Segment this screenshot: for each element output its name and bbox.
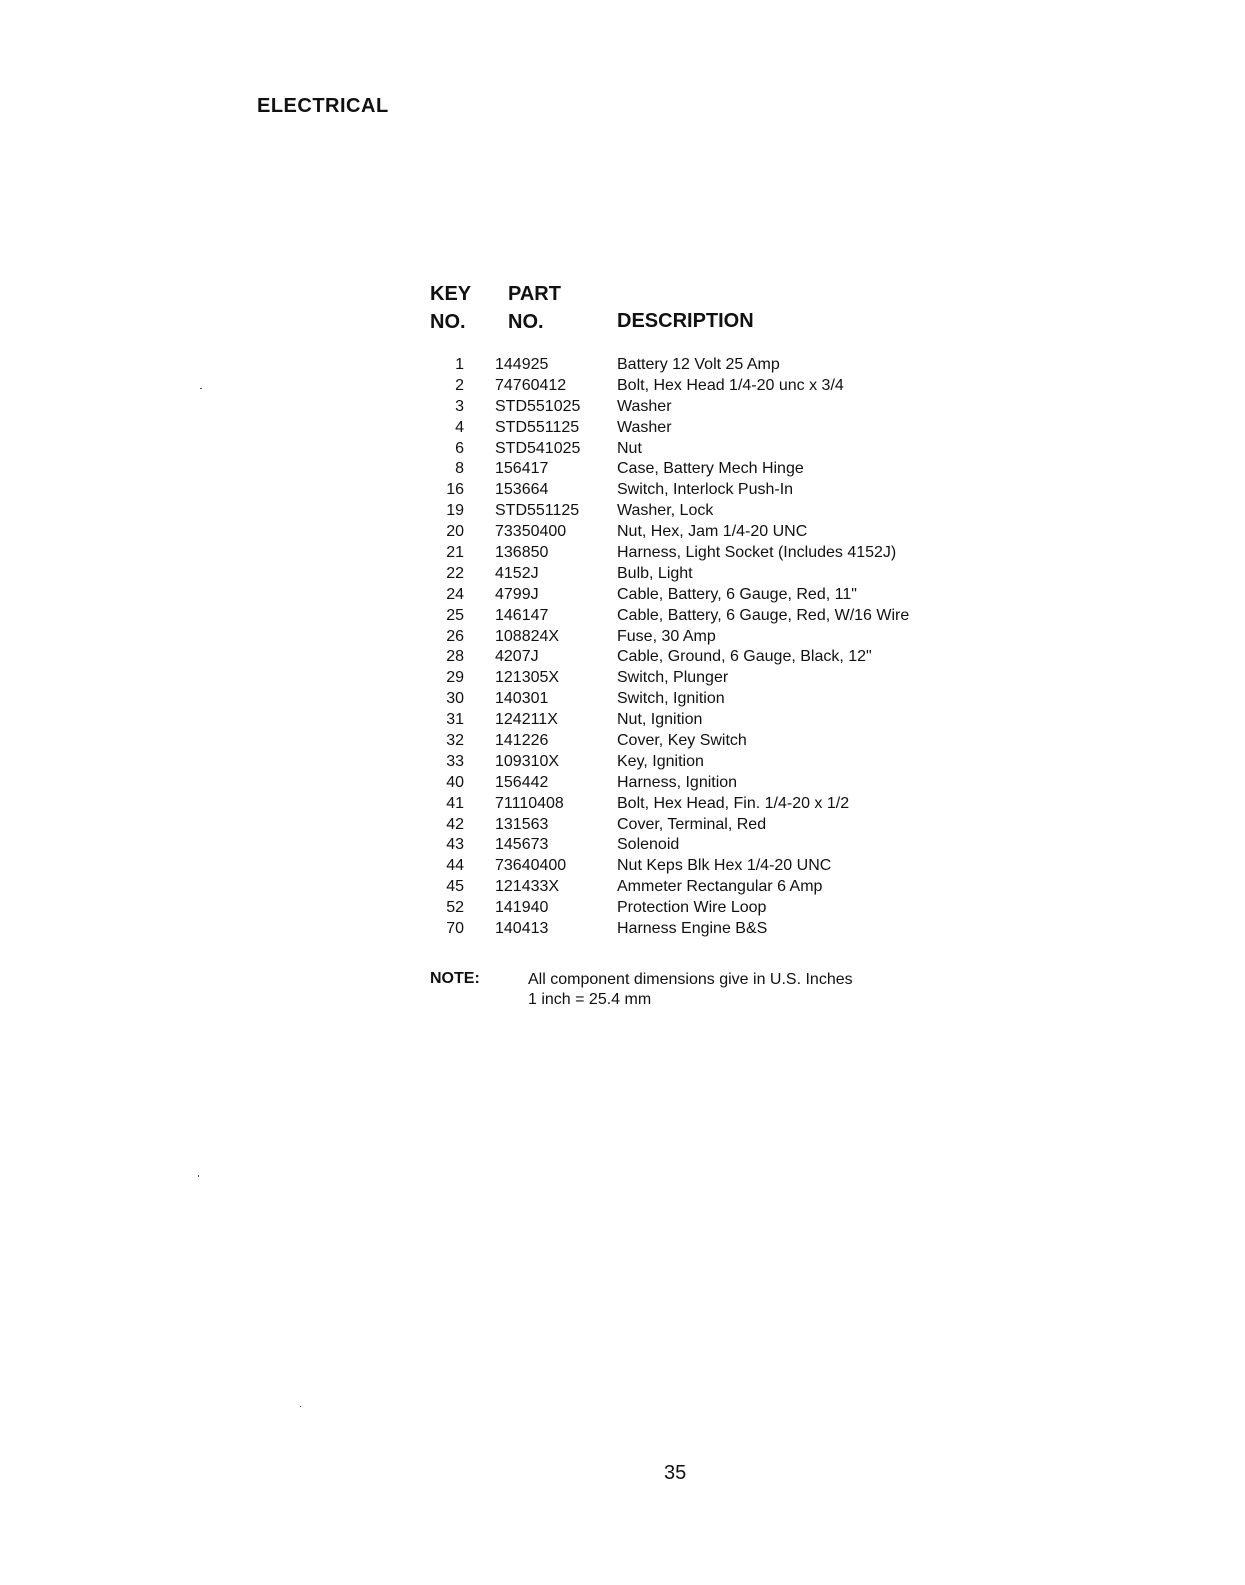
- part-no-cell: 144925: [495, 356, 549, 373]
- table-row: [400, 585, 960, 606]
- part-no-cell: 153664: [495, 481, 549, 499]
- part-no-cell: STD551125: [495, 502, 580, 520]
- table-row: [400, 773, 960, 794]
- table-row: [400, 835, 960, 856]
- scan-speck: [300, 1406, 301, 1407]
- description-cell: Cable, Battery, 6 Gauge, Red, 11": [617, 585, 857, 603]
- description-cell: Harness, Ignition: [617, 773, 738, 791]
- header-description: DESCRIPTION: [617, 310, 754, 332]
- page-number: 35: [664, 1462, 687, 1484]
- description-cell: Bolt, Hex Head, Fin. 1/4-20 x 1/2: [617, 794, 850, 812]
- description-cell: Nut Keps Blk Hex 1/4-20 UNC: [617, 857, 832, 875]
- description-cell: Cable, Ground, 6 Gauge, Black, 12": [617, 648, 872, 666]
- table-row: [400, 543, 960, 564]
- table-row: [400, 919, 960, 940]
- part-no-cell: 124211X: [495, 711, 558, 729]
- table-row: [400, 627, 960, 648]
- part-no-cell: 131563: [495, 815, 549, 833]
- description-cell: Nut: [617, 439, 642, 457]
- table-row: [400, 710, 960, 731]
- part-no-cell: 136850: [495, 544, 549, 562]
- description-cell: Key, Ignition: [617, 752, 704, 770]
- key-no-cell: 41: [446, 794, 464, 812]
- part-no-cell: 141226: [495, 732, 549, 750]
- key-no-cell: 52: [446, 899, 464, 917]
- part-no-cell: 74760412: [495, 376, 567, 394]
- part-no-cell: 71110408: [495, 794, 564, 812]
- key-no-cell: 22: [446, 564, 464, 582]
- part-no-cell: 109310X: [495, 752, 560, 770]
- table-row: [400, 856, 960, 877]
- key-no-cell: 24: [446, 585, 464, 603]
- description-cell: Nut, Ignition: [617, 711, 703, 729]
- key-no-cell: 21: [446, 544, 464, 562]
- key-no-cell: 42: [446, 815, 464, 833]
- table-row: [400, 355, 960, 376]
- key-no-cell: 1: [455, 356, 464, 373]
- table-row: [400, 815, 960, 836]
- note-line1: All component dimensions give in U.S. Inches: [528, 971, 853, 988]
- table-row: [400, 647, 960, 668]
- part-no-cell: 145673: [495, 836, 549, 854]
- part-no-cell: 4152J: [495, 564, 539, 582]
- key-no-cell: 20: [446, 523, 464, 541]
- note-label: NOTE:: [430, 970, 480, 987]
- key-no-cell: 70: [446, 920, 464, 938]
- key-no-cell: 6: [455, 439, 464, 457]
- description-cell: Battery 12 Volt 25 Amp: [617, 356, 780, 373]
- note-line2: 1 inch = 25.4 mm: [528, 991, 652, 1008]
- part-no-cell: STD551025: [495, 397, 581, 415]
- table-row: [400, 564, 960, 585]
- key-no-cell: 28: [446, 648, 464, 666]
- table-row: [400, 752, 960, 773]
- part-no-cell: 141940: [495, 899, 549, 917]
- description-cell: Protection Wire Loop: [617, 899, 767, 917]
- description-cell: Solenoid: [617, 836, 680, 854]
- description-cell: Washer, Lock: [617, 502, 714, 520]
- part-no-cell: 140413: [495, 920, 549, 938]
- table-row: [400, 376, 960, 397]
- parts-list: [400, 355, 960, 940]
- key-no-cell: 43: [446, 836, 464, 854]
- table-row: [400, 418, 960, 439]
- table-row: [400, 459, 960, 480]
- table-row: [400, 668, 960, 689]
- header-part-no: [508, 280, 561, 336]
- description-cell: Fuse, 30 Amp: [617, 627, 716, 645]
- table-row: [400, 731, 960, 752]
- description-cell: Cover, Key Switch: [617, 732, 747, 750]
- table-row: [400, 397, 960, 418]
- table-row: [400, 522, 960, 543]
- header-part-line2: NO.: [508, 311, 544, 333]
- part-no-cell: STD551125: [495, 418, 580, 436]
- description-cell: Washer: [617, 397, 672, 415]
- description-cell: Bolt, Hex Head 1/4-20 unc x 3/4: [617, 376, 844, 394]
- part-no-cell: 156442: [495, 773, 549, 791]
- part-no-cell: 121433X: [495, 878, 560, 896]
- description-cell: Nut, Hex, Jam 1/4-20 UNC: [617, 523, 808, 541]
- header-key-no: [430, 280, 471, 336]
- key-no-cell: 40: [446, 773, 464, 791]
- key-no-cell: 45: [446, 878, 464, 896]
- part-no-cell: 4207J: [495, 648, 539, 666]
- part-no-cell: 140301: [495, 690, 549, 708]
- description-cell: Harness, Light Socket (Includes 4152J): [617, 544, 897, 562]
- header-key-line1: KEY: [430, 283, 472, 305]
- part-no-cell: 4799J: [495, 585, 539, 603]
- table-row: [400, 439, 960, 460]
- key-no-cell: 31: [446, 711, 464, 729]
- scan-speck: [200, 388, 202, 389]
- description-cell: Ammeter Rectangular 6 Amp: [617, 878, 823, 896]
- description-cell: Cover, Terminal, Red: [617, 815, 767, 833]
- key-no-cell: 29: [446, 669, 464, 687]
- table-row: [400, 898, 960, 919]
- key-no-cell: 25: [446, 606, 464, 624]
- key-no-cell: 30: [446, 690, 464, 708]
- key-no-cell: 32: [446, 732, 464, 750]
- key-no-cell: 2: [455, 376, 464, 394]
- part-no-cell: 146147: [495, 606, 549, 624]
- part-no-cell: 73640400: [495, 857, 567, 875]
- description-cell: Switch, Interlock Push-In: [617, 481, 794, 499]
- description-cell: Bulb, Light: [617, 564, 693, 582]
- table-row: [400, 877, 960, 898]
- key-no-cell: 8: [455, 460, 464, 478]
- description-cell: Switch, Ignition: [617, 690, 725, 708]
- key-no-cell: 44: [446, 857, 464, 875]
- note-text: [528, 970, 853, 1010]
- part-no-cell: 73350400: [495, 523, 567, 541]
- table-row: [400, 794, 960, 815]
- table-row: [400, 606, 960, 627]
- key-no-cell: 26: [446, 627, 464, 645]
- header-part-line1: PART: [508, 283, 561, 305]
- part-no-cell: 121305X: [495, 669, 560, 687]
- description-cell: Case, Battery Mech Hinge: [617, 460, 804, 478]
- header-key-line2: NO.: [430, 311, 466, 333]
- description-cell: Switch, Plunger: [617, 669, 729, 687]
- description-cell: Cable, Battery, 6 Gauge, Red, W/16 Wire: [617, 606, 910, 624]
- key-no-cell: 33: [446, 752, 464, 770]
- part-no-cell: STD541025: [495, 439, 581, 457]
- key-no-cell: 3: [455, 397, 464, 415]
- section-title: ELECTRICAL: [257, 95, 389, 117]
- part-no-cell: 156417: [495, 460, 549, 478]
- key-no-cell: 19: [446, 502, 464, 520]
- description-cell: Washer: [617, 418, 672, 436]
- table-row: [400, 480, 960, 501]
- table-row: [400, 501, 960, 522]
- scan-speck: [198, 1175, 199, 1177]
- key-no-cell: 16: [446, 481, 464, 499]
- description-cell: Harness Engine B&S: [617, 920, 768, 938]
- key-no-cell: 4: [455, 418, 464, 436]
- table-row: [400, 689, 960, 710]
- part-no-cell: 108824X: [495, 627, 560, 645]
